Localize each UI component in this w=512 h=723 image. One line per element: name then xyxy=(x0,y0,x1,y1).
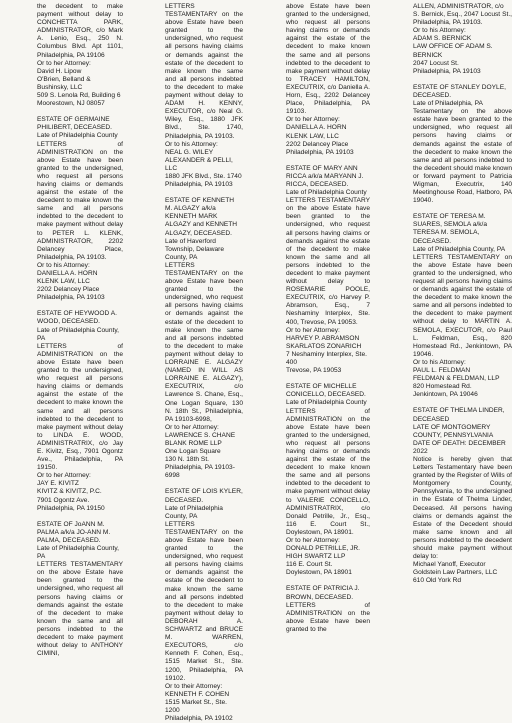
attorney-address: 820 Homestead Rd. xyxy=(413,383,472,391)
estate-heading: ESTATE OF MICHELLE CONICELLO, DECEASED. xyxy=(286,383,366,399)
estate-notice-wood xyxy=(37,310,123,512)
attorney-address: 2047 Locust St. xyxy=(413,59,459,67)
estate-residence: Late of Haverford Township, Delaware County, PA xyxy=(165,237,225,261)
estate-heading: ESTATE OF GERMAINE PHILIBERT, DECEASED. xyxy=(37,116,112,132)
notice-body: Notice is hereby given that Letters Testamentary have been granted by the Register of Wills of Montgomery County, Pennsylvania, to the undersigned in the Estate of Thelma Linder, Deceased. All persons having claims or demands against the Estate of the Decedent should make same known and all persons indebted to the decedent should make payment without delay to: xyxy=(413,455,512,561)
date-of-death: DATE OF DEATH: DECEMBER 2022 xyxy=(413,439,506,455)
notice-line: Or to his Attorney: xyxy=(413,358,466,366)
attorney-city: Philadelphia, PA 19103 xyxy=(286,148,354,156)
attorney-name: JAY E. KIVITZ xyxy=(37,480,79,488)
attorney-city: Philadelphia, PA 19102 xyxy=(165,715,233,723)
attorney-firm: LAW OFFICE OF ADAM S. BERNICK xyxy=(413,43,493,59)
attorney-city: Philadelphia, PA 19103 xyxy=(165,181,233,189)
estate-notice-ricca xyxy=(286,165,370,375)
estate-notice-philibert xyxy=(37,116,123,302)
attorney-address: 7 Neshaminy Interplex, Ste. 400 xyxy=(286,350,367,367)
attorney-address: 7901 Ogontz Ave. xyxy=(37,496,90,504)
attorney-name: David H. Lipow xyxy=(37,67,82,75)
attorney-address: 2202 Delancey Place xyxy=(286,140,349,148)
attorney-name: NEAL G. WILEY xyxy=(165,148,214,156)
notice-body: S. Bernick, Esq., 2047 Locust St., Philadelphia, PA 19103. xyxy=(413,11,512,27)
executor-name: Michael Yanoff, Executor xyxy=(413,561,486,569)
estate-residence: Late of Philadelphia County, PA xyxy=(165,504,223,520)
attorney-firm: KLENK LAW, LLC xyxy=(37,278,90,286)
estate-notice-hamilton xyxy=(286,3,370,157)
notice-line: Or to their Attorney: xyxy=(165,682,223,690)
notice-body: Testamentary on the above estate have been granted to the undersigned, who request all persons having claims or demands against the estate of the decedent to make known the same and all persons indebted to the decedent should make known or forward payment to Patricia Wigman, Executrix, 140 Meetinghouse Road, Hatboro, PA 19040. xyxy=(413,108,512,205)
estate-heading: ESTATE OF JoANN M. PALMA a/k/a JO-ANN M. PALMA, DECEASED. xyxy=(37,520,111,544)
notice-body: LETTERS TESTAMENTARY on the above Estate have been granted to the undersigned, who request all persons having claims or demands against the estate of the decedent to make known the same and all persons indebted to the decedent to make payment without delay to ROSEMARIE POOLE, EXECUTRIX, c/o Harvey P. Abramson, Esq., 7 Neshaminy Interplex, Ste. 400, Trevose, PA 19053. xyxy=(286,197,370,326)
estate-heading: ESTATE OF KENNETH M. ALGAZY a/k/a KENNETH MARK ALGAZY and KENNETH ALGAZY, DECEASED. xyxy=(165,197,238,237)
attorney-address: One Logan Square xyxy=(165,448,221,456)
attorney-name: DONALD PETRILLE, JR. xyxy=(286,545,361,553)
notice-body: LETTERS TESTAMENTARY on the above Estate have been granted to the undersigned, who request all persons having claims or demands against the estate of the decedent to make known the same and all persons indebted to the decedent to make payment without delay to MARTIN A. SEMOLA, EXECUTOR, c/o Paul L. Feldman, Esq., 820 Homestead Rd., Jenkintown, PA 19046. xyxy=(413,253,512,358)
notice-line: Or to her Attorney: xyxy=(37,472,91,480)
notice-column-4 xyxy=(376,3,512,585)
notice-line: Or to his Attorney: xyxy=(165,140,218,148)
attorney-firm: FELDMAN & FELDMAN, LLP xyxy=(413,375,500,383)
attorney-address: 1880 JFK Blvd., Ste. 1740 xyxy=(165,172,242,180)
attorney-city: Jenkintown, PA 19046 xyxy=(413,391,478,399)
attorney-name: DANIELLA A. HORN xyxy=(37,270,98,277)
notice-line: Or to his Attorney: xyxy=(413,27,466,35)
estate-heading: ESTATE OF TERESA M. SUARES, SEMOLA a/k/a TERESA M. SEMOLA, DECEASED. xyxy=(413,213,488,245)
attorney-name: HARVEY P. ABRAMSON xyxy=(286,334,360,342)
notice-line: ALLEN, ADMINISTRATOR, c/o xyxy=(413,3,504,10)
notice-body: above Estate have been granted to the undersigned, who request all persons having claims or demands against the estate of the decedent to make known the same and all persons indebted to the decedent to make payment without delay to TRACEY HAMILTON, EXECUTRIX, c/o Daniella A. Horn, Esq., 2202 Delancey Place, Philadelphia, PA 19103. xyxy=(286,3,370,116)
estate-heading: ESTATE OF LOIS KYLER, DECEASED. xyxy=(165,488,243,504)
notice-body: LETTERS TESTAMENTARY on the above Estate have been granted to the undersigned, who request all persons having claims or demands against the estate of the decedent to make known the same and all persons indebted to the decedent to make payment without delay to DEBORAH A. SCHWARTZ and BRUCE M. WARREN, EXECUTORS, c/o Kenneth F. Cohen, Esq., 1515 Market St., Ste. 1200, Philadelphia, PA 19102. xyxy=(165,520,243,682)
notice-body: LETTERS of ADMINISTRATION on the above Estate have been granted to the undersigned, who request all persons having claims or demands against the estate of the decedent to make known the same and all persons indebted to the decedent to make payment without delay to VALERIE CONICELLO, ADMINISTRATRIX, c/o Donald Petrille, Jr., Esq., 116 E. Court St., Doylestown, PA 18901. xyxy=(286,407,370,536)
notice-line: Or to her Attorney: xyxy=(286,326,340,334)
attorney-city: Philadelphia, PA 19103 xyxy=(37,294,105,302)
notice-body: LETTERS of ADMINISTRATION on the above Estate have been granted to the undersigned, who request all persons having claims or demands against the estate of the decedent to make known the same and all persons indebted to the decedent to make payment without delay to PETER L. KLENK, ADMINISTRATOR, 2202 Delancey Place, Philadelphia, PA 19103. xyxy=(37,140,123,261)
notice-body: LETTERS TESTAMENTARY on the above Estate have been granted to the undersigned, who request all persons having claims or demands against the estate of the decedent to make known the same and all persons indebted to the decedent to make payment without delay to ADAM H. KENNY, EXECUTOR, c/o Neal G. Wiley, Esq., 1880 JFK Blvd., Ste. 1740, Philadelphia, PA 19103. xyxy=(165,3,243,140)
attorney-firm: Goldstein Law Partners, LLC xyxy=(413,569,498,577)
attorney-city: Moorestown, NJ 08057 xyxy=(37,100,105,108)
estate-notice-kenny xyxy=(165,3,243,189)
estate-notice-kyler xyxy=(165,488,243,723)
notice-line: Or to her Attorney: xyxy=(37,59,91,67)
attorney-firm: ALEXANDER & PELLI, LLC xyxy=(165,156,233,172)
estate-heading: ESTATE OF STANLEY DOYLE, DECEASED. xyxy=(413,83,506,99)
estate-notice-semola xyxy=(413,213,512,399)
notice-line: Or to her Attorney: xyxy=(286,537,340,544)
attorney-firm: KIVITZ & KIVITZ, P.C. xyxy=(37,488,102,496)
notice-body: the decedent to make payment without delay to CONCHETTA PARK, ADMINISTRATOR, c/o Mark A. Lenio, Esq., 250 N. Columbus Blvd. Apt 1101, Philadelphia, PA 19106 xyxy=(37,3,123,59)
attorney-firm: O'Brien, Belland & Bushinsky, LLC xyxy=(37,75,91,91)
attorney-city: Philadelphia, PA 19103-6998 xyxy=(165,464,235,480)
notice-body: LETTERS of ADMINISTRATION on the above Estate have been granted to the undersigned, who request all persons having claims or demands against the estate of the decedent to make known the same and all persons indebted to the decedent to make payment without delay to LINDA E. WOOD, ADMINISTRATRIX, c/o Jay E. Kivitz, Esq., 7901 Ogontz Ave., Philadelphia, PA 19150. xyxy=(37,342,123,472)
estate-residence: Late of Philadelphia County, PA xyxy=(413,245,506,253)
notice-column-1 xyxy=(0,3,127,658)
attorney-city: Trevose, PA 19053 xyxy=(286,367,342,375)
estate-heading: ESTATE OF HEYWOOD A. WOOD, DECEASED. xyxy=(37,310,117,326)
notice-column-2 xyxy=(127,3,249,723)
attorney-city: Philadelphia, PA 19150 xyxy=(37,504,105,512)
attorney-name: KENNETH F. COHEN xyxy=(165,690,230,698)
attorney-name: DANIELLA A. HORN xyxy=(286,124,347,132)
attorney-address: 2202 Delancey Place xyxy=(37,286,100,294)
estate-residence: Late of Philadelphia County, PA xyxy=(37,326,119,342)
attorney-address: 116 E. Court St. xyxy=(286,561,333,569)
estate-notice-algazy xyxy=(165,197,243,480)
estate-notice-conicello xyxy=(286,383,370,577)
estate-heading: ESTATE OF THELMA LINDER, DECEASED xyxy=(413,407,505,423)
estate-residence: LATE OF MONTGOMERY COUNTY, PENNSYLVANIA xyxy=(413,423,494,439)
notice-body: LETTERS of ADMINISTRATION on the above Estate have been granted to the xyxy=(286,601,370,633)
estate-heading: ESTATE OF MARY ANN RICCA a/k/a MARYANN J. RICCA, DECEASED. xyxy=(286,164,364,188)
estate-notice-linder xyxy=(413,407,512,585)
attorney-address: 1515 Market St., Ste. 1200 xyxy=(165,698,227,714)
estate-residence: Late of Philadelphia County xyxy=(37,132,118,140)
attorney-firm: KLENK LAW, LLC xyxy=(286,132,339,140)
estate-notice-park xyxy=(37,3,123,108)
attorney-firm: HIGH SWARTZ LLP xyxy=(286,553,346,561)
notice-body: LETTERS TESTAMENTARY on the above Estate have been granted to the undersigned, who request all persons having claims or demands against the estate of the decedent to make known the same and all persons indebted to the decedent to make payment without delay to ANTHONY CIMINI, xyxy=(37,561,123,658)
estate-residence: Late of Philadelphia County, PA xyxy=(37,545,119,561)
notice-line: Or to her Attorney: xyxy=(286,116,340,124)
attorney-firm: BLANK ROME LLP xyxy=(165,439,222,447)
estate-residence: Late of Philadelphia County xyxy=(286,399,367,407)
notice-line: Or to his Attorney: xyxy=(37,261,90,269)
estate-residence: Late of Philadelphia County xyxy=(286,189,367,197)
notice-column-3 xyxy=(249,3,376,633)
attorney-city: Doylestown, PA 18901 xyxy=(286,569,352,577)
estate-notice-allen xyxy=(413,3,512,76)
attorney-city: Philadelphia, PA 19103 xyxy=(413,67,481,75)
estate-heading: ESTATE OF PATRICIA J. BROWN, DECEASED. xyxy=(286,585,360,601)
attorney-name: PAUL L. FELDMAN xyxy=(413,367,471,375)
attorney-address: 610 Old York Rd xyxy=(413,577,462,585)
notice-body: LETTERS TESTAMENTARY on the above Estate have been granted to the undersigned, who request all persons having claims or demands against the estate of the decedent to make known the same and all persons indebted to the decedent to make payment without delay to LORRAINE E. ALGAZY (NAMED IN WILL AS LORRAINE E. ALGAZY), EXECUTRIX, c/o Lawrence S. Chane, Esq., One Logan Square, 130 N. 18th St., Philadelphia, PA 19103-6998, xyxy=(165,261,243,423)
notice-line: Or to her Attorney: xyxy=(165,423,219,431)
attorney-name: ADAM S. BERNICK xyxy=(413,35,472,43)
attorney-name: LAWRENCE S. CHANE xyxy=(165,431,236,439)
estate-notice-doyle xyxy=(413,84,512,205)
attorney-firm: SKARLATOS ZONARICH xyxy=(286,342,362,350)
estate-residence: Late of Philadelphia, PA xyxy=(413,100,483,108)
attorney-address-2: 130 N. 18th St. xyxy=(165,456,209,464)
estate-notice-brown xyxy=(286,585,370,634)
attorney-address: 509 S. Lenola Rd, Building 6 xyxy=(37,92,121,100)
estate-notice-palma xyxy=(37,521,123,659)
